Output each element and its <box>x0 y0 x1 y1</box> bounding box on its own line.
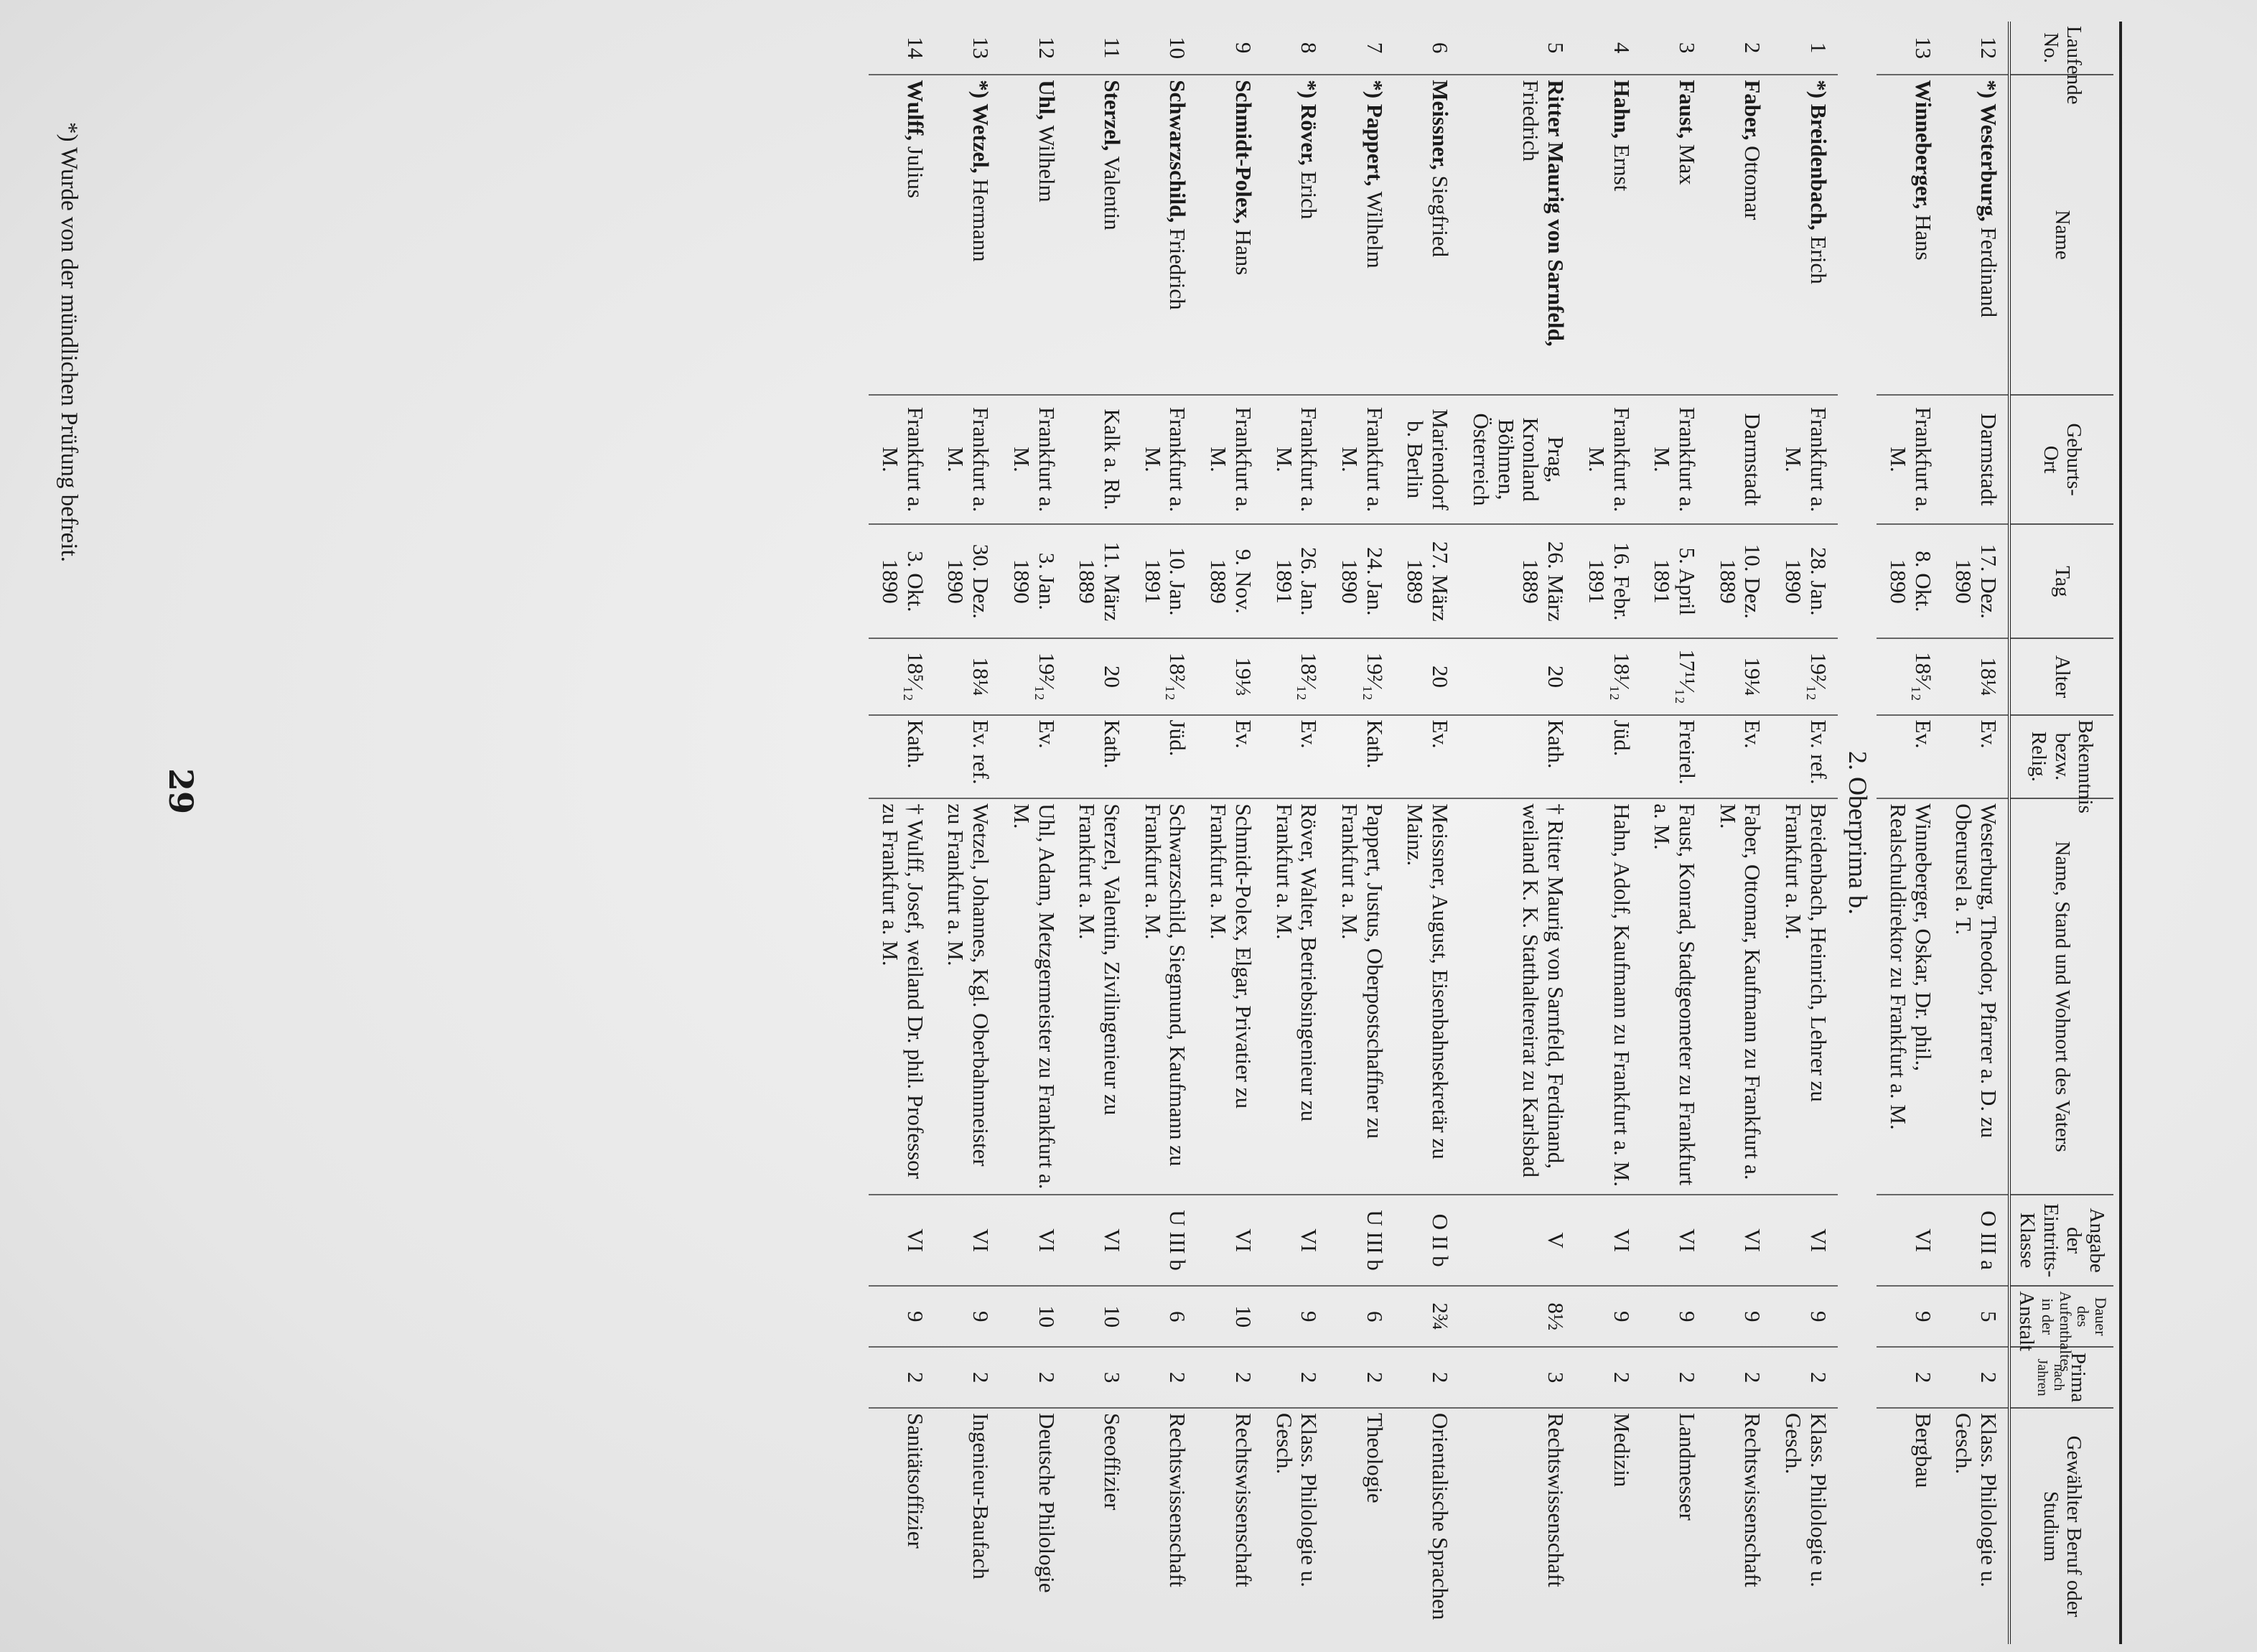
cell-religion: Ev. <box>1877 715 1942 799</box>
surname: Ritter Maurig von Sarnfeld, <box>1543 80 1569 347</box>
surname: Sterzel, <box>1100 80 1126 151</box>
cell-entry-class: VI <box>1772 1195 1837 1286</box>
cell-religion: Kath. <box>1066 715 1131 799</box>
surname: Schwarzschild, <box>1165 80 1191 223</box>
surname: Faust, <box>1674 80 1700 139</box>
cell-birth-day: 27. März 1889 <box>1394 524 1459 638</box>
header-entry-class: Angabe der Eintritts-Klasse <box>2009 1195 2113 1286</box>
cell-duration-school: 9 <box>869 1286 934 1347</box>
cell-age: 18⁵⁄₁₂ <box>1877 638 1942 714</box>
cell-no: 4 <box>1575 22 1640 75</box>
cell-religion: Ev. <box>1197 715 1262 799</box>
given-name: Hermann <box>968 179 994 262</box>
cell-no: 8 <box>1263 22 1328 75</box>
cell-entry-class: U III b <box>1328 1195 1393 1286</box>
cell-age: 20 <box>1066 638 1131 714</box>
cell-birth-day: 8. Okt. 1890 <box>1877 524 1942 638</box>
cell-duration-school: 9 <box>935 1286 1000 1347</box>
cell-birth-day: 9. Nov. 1889 <box>1197 524 1262 638</box>
cell-duration-prima: 3 <box>1459 1347 1575 1408</box>
cell-entry-class: VI <box>1066 1195 1131 1286</box>
table-row <box>1772 22 1837 1644</box>
table-row <box>1066 22 1131 1644</box>
cell-entry-class: VI <box>1706 1195 1772 1286</box>
header-birth-day: Tag <box>2009 524 2113 638</box>
cell-career: Orientalische Sprachen <box>1428 1413 1454 1620</box>
cell-birth-day: 30. Dez. 1890 <box>935 524 1000 638</box>
cell-birth-day: 3. Okt. 1890 <box>869 524 934 638</box>
cell-no: 11 <box>1066 22 1131 75</box>
cell-name <box>1575 75 1640 395</box>
surname: *) Westerburg, <box>1976 80 2002 222</box>
cell-age: 18¹⁄₁₂ <box>1575 638 1640 714</box>
given-name: Valentin <box>1100 156 1126 230</box>
cell-entry-class: VI <box>1263 1195 1328 1286</box>
cell-duration-prima: 2 <box>1328 1347 1393 1408</box>
section-title: 2. Oberprima b. <box>1844 751 1873 915</box>
cell-age: 20 <box>1459 638 1575 714</box>
given-name: Wilhelm <box>1034 125 1060 202</box>
cell-no: 7 <box>1328 22 1393 75</box>
cell-duration-prima: 2 <box>1772 1347 1837 1408</box>
cell-birth-place: Frankfurt a. M. <box>1131 395 1197 524</box>
given-name: Friedrich <box>1165 228 1191 310</box>
cell-birth-day: 3. Jan. 1890 <box>1000 524 1065 638</box>
cell-father: † Wulff, Josef, weiland Dr. phil. Professor zu Frankfurt a. M. <box>869 798 934 1195</box>
surname: *) Pappert, <box>1362 80 1388 187</box>
cell-career: Landmesser <box>1674 1413 1700 1521</box>
cell-no: 3 <box>1641 22 1706 75</box>
table-row <box>1641 22 1706 1644</box>
cell-birth-place: Frankfurt a. M. <box>1263 395 1328 524</box>
cell-name <box>869 75 934 395</box>
cell-duration-school: 5 <box>1943 1286 2009 1347</box>
cell-father: Schmidt-Polex, Elgar, Privatier zu Frankfurt a. M. <box>1197 798 1262 1195</box>
cell-name <box>1197 75 1262 395</box>
cell-birth-place: Darmstadt <box>1706 395 1772 524</box>
cell-no: 12 <box>1000 22 1065 75</box>
given-name: Erich <box>1805 235 1831 284</box>
cell-name <box>935 75 1000 395</box>
cell-no: 13 <box>935 22 1000 75</box>
cell-birth-place: Frankfurt a. M. <box>1197 395 1262 524</box>
cell-duration-school: 6 <box>1328 1286 1393 1347</box>
cell-no: 13 <box>1877 22 1942 75</box>
cell-father: Uhl, Adam, Metzgermeister zu Frankfurt a. M. <box>1000 798 1065 1195</box>
header-birth-group: Geburts- <box>2062 423 2085 496</box>
cell-duration-prima: 2 <box>869 1347 934 1408</box>
cell-duration-school: 8½ <box>1459 1286 1575 1347</box>
cell-birth-day: 16. Febr. 1891 <box>1575 524 1640 638</box>
cell-age: 18²⁄₁₂ <box>1131 638 1197 714</box>
table-row <box>1877 22 1942 1644</box>
header-career: Gewählter Beruf oder Studium <box>2009 1408 2113 1644</box>
cell-father: Meissner, August, Eisenbahnsekretär zu Mainz. <box>1394 798 1459 1195</box>
section-row <box>1838 22 1877 1644</box>
given-name: Julius <box>902 146 928 199</box>
cell-duration-prima: 2 <box>1877 1347 1942 1408</box>
given-name: Ferdinand <box>1976 227 2002 318</box>
page-number: 29 <box>162 768 200 815</box>
given-name: Ottomar <box>1740 146 1766 220</box>
rows-top-group <box>1877 22 2009 1644</box>
cell-entry-class: VI <box>1877 1195 1942 1286</box>
cell-birth-place: Frankfurt a. M. <box>1877 395 1942 524</box>
cell-religion: Ev. <box>1943 715 2009 799</box>
cell-father: Schwarzschild, Siegmund, Kaufmann zu Frankfurt a. M. <box>1131 798 1197 1195</box>
surname: Meissner, <box>1428 80 1454 170</box>
cell-father: Winneberger, Oskar, Dr. phil., Realschuldirektor zu Frankfurt a. M. <box>1877 798 1942 1195</box>
cell-age: 18¼ <box>935 638 1000 714</box>
surname: Winneberger, <box>1910 80 1936 210</box>
cell-entry-class: V <box>1459 1195 1575 1286</box>
header-age: Alter <box>2009 638 2113 714</box>
cell-name <box>1131 75 1197 395</box>
cell-career: Bergbau <box>1910 1413 1936 1488</box>
table-row <box>1943 22 2009 1644</box>
cell-age: 20 <box>1394 638 1459 714</box>
register-table <box>869 22 2113 1644</box>
cell-age: 19⅓ <box>1197 638 1262 714</box>
cell-duration-prima: 2 <box>935 1347 1000 1408</box>
cell-birth-place: Frankfurt a. M. <box>1575 395 1640 524</box>
cell-name <box>1394 75 1459 395</box>
table-row <box>1328 22 1393 1644</box>
cell-career: Klass. Philologie u. Gesch. <box>1271 1413 1322 1587</box>
cell-duration-school: 9 <box>1575 1286 1640 1347</box>
cell-duration-school: 10 <box>1000 1286 1065 1347</box>
cell-name <box>1000 75 1065 395</box>
table-row <box>869 22 934 1644</box>
surname: Uhl, <box>1034 80 1060 121</box>
cell-duration-prima: 2 <box>1706 1347 1772 1408</box>
cell-career: Theologie <box>1362 1413 1388 1503</box>
cell-duration-school: 2¾ <box>1394 1286 1459 1347</box>
cell-career: Rechtswissenschaft <box>1543 1413 1569 1587</box>
cell-religion: Jüd. <box>1575 715 1640 799</box>
cell-age: 19²⁄₁₂ <box>1772 638 1837 714</box>
cell-no: 14 <box>869 22 934 75</box>
cell-entry-class: O III a <box>1943 1195 2009 1286</box>
cell-birth-day: 24. Jan. 1890 <box>1328 524 1393 638</box>
cell-career: Medizin <box>1609 1413 1635 1488</box>
rows-main-group <box>869 22 1838 1644</box>
surname: *) Wetzel, <box>968 80 994 174</box>
cell-name <box>1066 75 1131 395</box>
header-duration-group: Dauer des Aufenthaltes in der <box>2039 1291 2110 1372</box>
table-row <box>1575 22 1640 1644</box>
cell-entry-class: U III b <box>1131 1195 1197 1286</box>
given-name: Wilhelm <box>1362 191 1388 269</box>
table-row <box>1706 22 1772 1644</box>
surname: Hahn, <box>1609 80 1635 139</box>
cell-birth-place: Frankfurt a. M. <box>1772 395 1837 524</box>
table-row <box>1394 22 1459 1644</box>
table-row <box>1000 22 1065 1644</box>
surname: Faber, <box>1740 80 1766 141</box>
section-group <box>1838 22 1877 1644</box>
cell-religion: Ev. <box>1263 715 1328 799</box>
cell-name <box>1641 75 1706 395</box>
cell-birth-day: 26. Jan. 1891 <box>1263 524 1328 638</box>
cell-career: Rechtswissenschaft <box>1230 1413 1256 1587</box>
cell-name <box>1877 75 1942 395</box>
cell-entry-class: VI <box>935 1195 1000 1286</box>
cell-father: Westerburg, Theodor, Pfarrer a. D. zu Oberursel a. T. <box>1943 798 2009 1195</box>
cell-father: Wetzel, Johannes, Kgl. Oberbahnmeister zu Frankfurt a. M. <box>935 798 1000 1195</box>
header-row <box>2009 22 2113 1644</box>
cell-entry-class: VI <box>1197 1195 1262 1286</box>
header-birth-place <box>2009 395 2113 524</box>
cell-name <box>1263 75 1328 395</box>
table-row <box>1263 22 1328 1644</box>
cell-entry-class: VI <box>1575 1195 1640 1286</box>
cell-no: 12 <box>1943 22 2009 75</box>
cell-duration-school: 10 <box>1197 1286 1262 1347</box>
cell-duration-prima: 2 <box>1394 1347 1459 1408</box>
given-name: Hans <box>1910 215 1936 261</box>
table-row <box>935 22 1000 1644</box>
cell-duration-school: 6 <box>1131 1286 1197 1347</box>
cell-father: Faber, Ottomar, Kaufmann zu Frankfurt a. M. <box>1706 798 1772 1195</box>
cell-no: 1 <box>1772 22 1837 75</box>
cell-duration-prima: 3 <box>1066 1347 1131 1408</box>
cell-name <box>1459 75 1575 395</box>
cell-duration-prima: 2 <box>1641 1347 1706 1408</box>
cell-religion: Kath. <box>1459 715 1575 799</box>
cell-no: 2 <box>1706 22 1772 75</box>
cell-age: 18⁵⁄₁₂ <box>869 638 934 714</box>
cell-birth-day: 11. März 1889 <box>1066 524 1131 638</box>
table-row <box>1197 22 1262 1644</box>
cell-no: 10 <box>1131 22 1197 75</box>
cell-age: 19²⁄₁₂ <box>1000 638 1065 714</box>
header-no: Laufende No. <box>2009 22 2113 75</box>
cell-duration-school: 9 <box>1641 1286 1706 1347</box>
cell-career: Seeoffizier <box>1100 1413 1126 1511</box>
cell-career: Deutsche Philologie <box>1034 1413 1060 1593</box>
cell-name <box>1706 75 1772 395</box>
cell-entry-class: O II b <box>1394 1195 1459 1286</box>
cell-religion: Kath. <box>1328 715 1393 799</box>
cell-duration-prima: 2 <box>1943 1347 2009 1408</box>
cell-age: 18²⁄₁₂ <box>1263 638 1328 714</box>
cell-father: Faust, Konrad, Stadtgeometer zu Frankfurt a. M. <box>1641 798 1706 1195</box>
cell-religion: Freirel. <box>1641 715 1706 799</box>
cell-birth-day: 17. Dez. 1890 <box>1943 524 2009 638</box>
cell-duration-prima: 2 <box>1263 1347 1328 1408</box>
cell-entry-class: VI <box>869 1195 934 1286</box>
header-duration-school <box>2009 1286 2113 1372</box>
cell-duration-prima: 2 <box>1000 1347 1065 1408</box>
cell-religion: Kath. <box>869 715 934 799</box>
cell-father: Sterzel, Valentin, Zivilingenieur zu Frankfurt a. M. <box>1066 798 1131 1195</box>
cell-career: Rechtswissenschaft <box>1165 1413 1191 1587</box>
cell-birth-day: 10. Jan. 1891 <box>1131 524 1197 638</box>
cell-career: Klass. Philologie u. Gesch. <box>1951 1413 2002 1587</box>
cell-age: 19²⁄₁₂ <box>1328 638 1393 714</box>
cell-career: Sanitätsoffizier <box>902 1413 928 1549</box>
cell-career: Rechtswissenschaft <box>1740 1413 1766 1587</box>
surname: *) Breidenbach, <box>1805 80 1831 230</box>
cell-birth-place: Frankfurt a. M. <box>1641 395 1706 524</box>
given-name: Hans <box>1230 229 1256 276</box>
given-name: Siegfried <box>1428 175 1454 258</box>
cell-age: 17¹¹⁄₁₂ <box>1641 638 1706 714</box>
surname: Schmidt-Polex, <box>1230 80 1256 224</box>
given-name: Erich <box>1296 171 1322 220</box>
header-duration-unit: nach Jahren <box>2034 1358 2067 1396</box>
header-birth-place-label: Ort <box>2039 445 2062 474</box>
surname: Wulff, <box>902 80 928 141</box>
cell-birth-day: 26. März 1889 <box>1459 524 1575 638</box>
cell-duration-school: 9 <box>1877 1286 1942 1347</box>
cell-duration-school: 9 <box>1263 1286 1328 1347</box>
table-row <box>1459 22 1575 1644</box>
cell-father: Hahn, Adolf, Kaufmann zu Frankfurt a. M. <box>1575 798 1640 1195</box>
cell-birth-day: 28. Jan. 1890 <box>1772 524 1837 638</box>
cell-birth-place: Frankfurt a. M. <box>1328 395 1393 524</box>
cell-duration-prima: 2 <box>1131 1347 1197 1408</box>
cell-birth-place: Mariendorf b. Berlin <box>1394 395 1459 524</box>
cell-duration-school: 9 <box>1772 1286 1837 1347</box>
cell-father: † Ritter Maurig von Sarnfeld, Ferdinand, weiland K. K. Statthaltereirat zu Karlsbad <box>1459 798 1575 1195</box>
cell-age: 18¼ <box>1943 638 2009 714</box>
cell-career: Klass. Philologie u. Gesch. <box>1781 1413 1831 1587</box>
cell-birth-place: Frankfurt a. M. <box>869 395 934 524</box>
given-name: Friedrich <box>1518 80 1544 162</box>
cell-religion: Ev. <box>1000 715 1065 799</box>
cell-duration-prima: 2 <box>1575 1347 1640 1408</box>
header-name: Name <box>2009 75 2113 395</box>
cell-father: Röver, Walter, Betriebsingenieur zu Frankfurt a. M. <box>1263 798 1328 1195</box>
cell-birth-day: 5. April 1891 <box>1641 524 1706 638</box>
table-row <box>1131 22 1197 1644</box>
cell-entry-class: VI <box>1000 1195 1065 1286</box>
cell-religion: Ev. <box>1706 715 1772 799</box>
cell-birth-place: Frankfurt a. M. <box>1000 395 1065 524</box>
cell-religion: Ev. ref. <box>1772 715 1837 799</box>
header-duration-prima-label: Prima <box>2067 1352 2090 1403</box>
cell-name <box>1328 75 1393 395</box>
surname: *) Röver, <box>1296 80 1322 166</box>
cell-duration-prima: 2 <box>1197 1347 1262 1408</box>
cell-father: Pappert, Justus, Oberpostschaffner zu Frankfurt a. M. <box>1328 798 1393 1195</box>
cell-birth-place: Kalk a. Rh. <box>1066 395 1131 524</box>
given-name: Max <box>1674 144 1700 185</box>
cell-duration-school: 9 <box>1706 1286 1772 1347</box>
cell-father: Breidenbach, Heinrich, Lehrer zu Frankfurt a. M. <box>1772 798 1837 1195</box>
cell-no: 6 <box>1394 22 1459 75</box>
header-father: Name, Stand und Wohnort des Vaters <box>2009 798 2113 1195</box>
cell-age: 19¼ <box>1706 638 1772 714</box>
cell-religion: Ev. ref. <box>935 715 1000 799</box>
cell-duration-school: 10 <box>1066 1286 1131 1347</box>
cell-name <box>1772 75 1837 395</box>
footnote: *) Wurde von der mündlichen Prüfung befreit. <box>56 122 82 562</box>
cell-career: Ingenieur-Baufach <box>968 1413 994 1579</box>
cell-no: 5 <box>1459 22 1575 75</box>
cell-entry-class: VI <box>1641 1195 1706 1286</box>
cell-birth-place: Frankfurt a. M. <box>935 395 1000 524</box>
cell-religion: Jüd. <box>1131 715 1197 799</box>
cell-religion: Ev. <box>1394 715 1459 799</box>
cell-birth-place: Prag, Kronland Böhmen, Österreich <box>1459 395 1575 524</box>
table-top-rule <box>2119 22 2122 1644</box>
given-name: Ernst <box>1609 144 1635 192</box>
cell-name <box>1943 75 2009 395</box>
cell-birth-place: Darmstadt <box>1943 395 2009 524</box>
header-duration-school-label: Anstalt <box>2015 1291 2039 1352</box>
cell-birth-day: 10. Dez. 1889 <box>1706 524 1772 638</box>
header-religion: Bekenntnis bezw. Relig. <box>2009 715 2113 799</box>
cell-no: 9 <box>1197 22 1262 75</box>
